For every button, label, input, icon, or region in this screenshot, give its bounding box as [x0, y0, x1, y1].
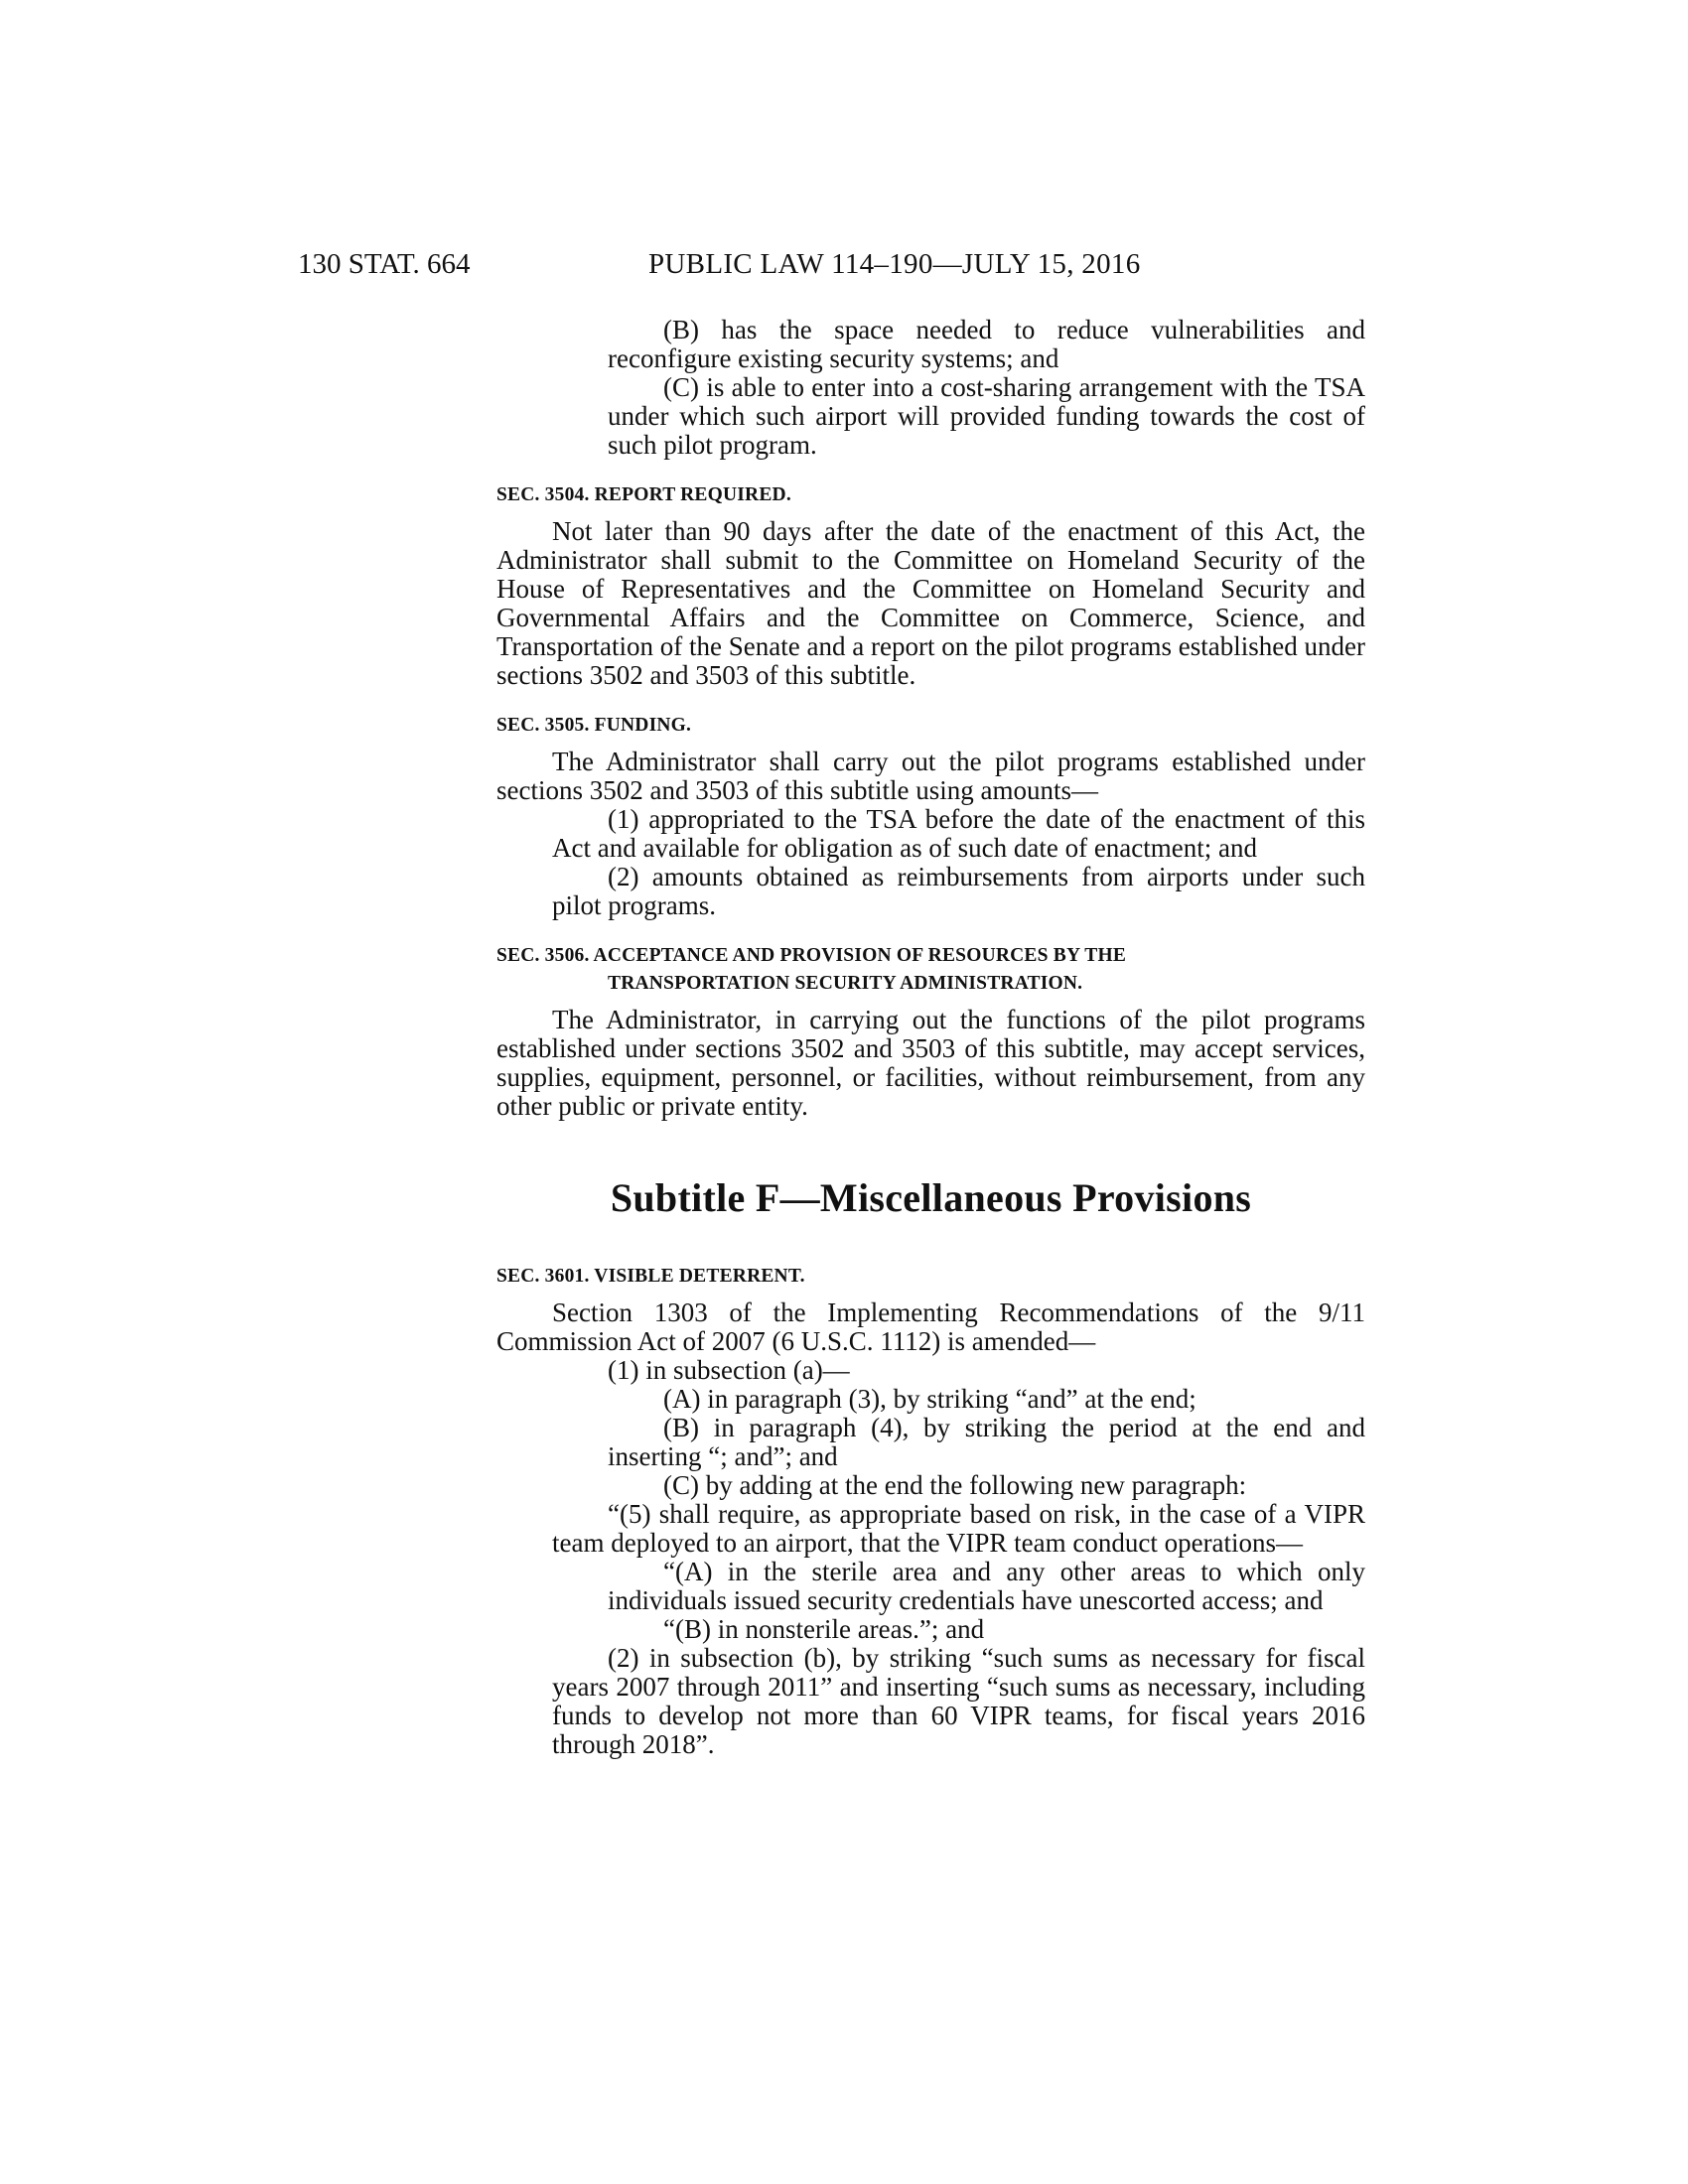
section-3601-quote-5: “(5) shall require, as appropriate based on risk, in the case of a VIPR team deployed to an airport, that the VIPR team conduct operations—: [552, 1499, 1365, 1558]
section-3601-items: [552, 1356, 1365, 1759]
section-3601-item-1b: (B) in paragraph (4), by striking the period at the end and inserting “; and”; and: [608, 1413, 1365, 1471]
section-3601-quote-a: “(A) in the sterile area and any other areas to which only individuals issued security credentials have unescorted access; and: [608, 1557, 1365, 1615]
clause-c-text: (C) is able to enter into a cost-sharing arrangement with the TSA under which such airport will provided funding towards the cost of such pilot program.: [608, 372, 1365, 460]
intro-clauses: [608, 316, 1365, 460]
section-3601-heading: SEC. 3601. VISIBLE DETERRENT.: [496, 1266, 805, 1287]
section-3506-heading-line-1: SEC. 3506. ACCEPTANCE AND PROVISION OF RESOURCES BY THE: [496, 945, 1127, 966]
section-3601-item-1c: (C) by adding at the end the following new paragraph:: [663, 1470, 1247, 1500]
section-3505-items: [552, 805, 1365, 920]
section-3505-item-1: (1) appropriated to the TSA before the date of the enactment of this Act and available for obligation as of such date of enactment; and: [552, 804, 1365, 863]
section-3601-subitems: [608, 1385, 1365, 1500]
subtitle-heading: Subtitle F—Miscellaneous Provisions: [610, 1175, 1252, 1220]
section-3601-item-1: (1) in subsection (a)—: [608, 1355, 850, 1385]
section-3601-quote-items: [608, 1558, 1365, 1644]
section-3601-text: Section 1303 of the Implementing Recommendations of the 9/11 Commission Act of 2007 (6 U.S.C. 1112) is amended—: [496, 1297, 1365, 1356]
section-3601-item-2: (2) in subsection (b), by striking “such sums as necessary for fiscal years 2007 through 2011” and inserting “such sums as necessary, including funds to develop not more than 60 VIPR teams, for fiscal years 2016 through 2018”.: [552, 1643, 1365, 1759]
section-3505-heading: SEC. 3505. FUNDING.: [496, 715, 692, 736]
document-body: [496, 316, 1365, 1759]
section-3506-text: The Administrator, in carrying out the functions of the pilot programs established under sections 3502 and 3503 of this subtitle, may accept services, supplies, equipment, personnel, or facilities, without reimbursement, from any other public or private entity.: [496, 1005, 1365, 1121]
section-3601-quote-b: “(B) in nonsterile areas.”; and: [663, 1614, 985, 1644]
section-3505-item-2: (2) amounts obtained as reimbursements from airports under such pilot programs.: [552, 862, 1365, 920]
section-3504-heading: SEC. 3504. REPORT REQUIRED.: [496, 484, 791, 505]
statute-page-number: 130 STAT. 664: [298, 248, 471, 280]
page-header: [298, 248, 1365, 288]
section-3505-text: The Administrator shall carry out the pilot programs established under sections 3502 and 3503 of this subtitle using amounts—: [496, 747, 1365, 805]
section-3506-heading-line-2: TRANSPORTATION SECURITY ADMINISTRATION.: [608, 973, 1083, 994]
clause-b-text: (B) has the space needed to reduce vulnerabilities and reconfigure existing security systems; and: [608, 315, 1365, 373]
section-3506-heading: [496, 942, 1365, 998]
public-law-title: PUBLIC LAW 114–190—JULY 15, 2016: [648, 248, 1141, 280]
section-3601-item-1a: (A) in paragraph (3), by striking “and” at the end;: [663, 1384, 1196, 1414]
section-3504-text: Not later than 90 days after the date of the enactment of this Act, the Administrator shall submit to the Committee on Homeland Security of the House of Representatives and the Committee on Homeland Security and Governmental Affairs and the Committee on Commerce, Science, and Transportation of the Senate and a report on the pilot programs established under sections 3502 and 3503 of this subtitle.: [496, 516, 1365, 690]
